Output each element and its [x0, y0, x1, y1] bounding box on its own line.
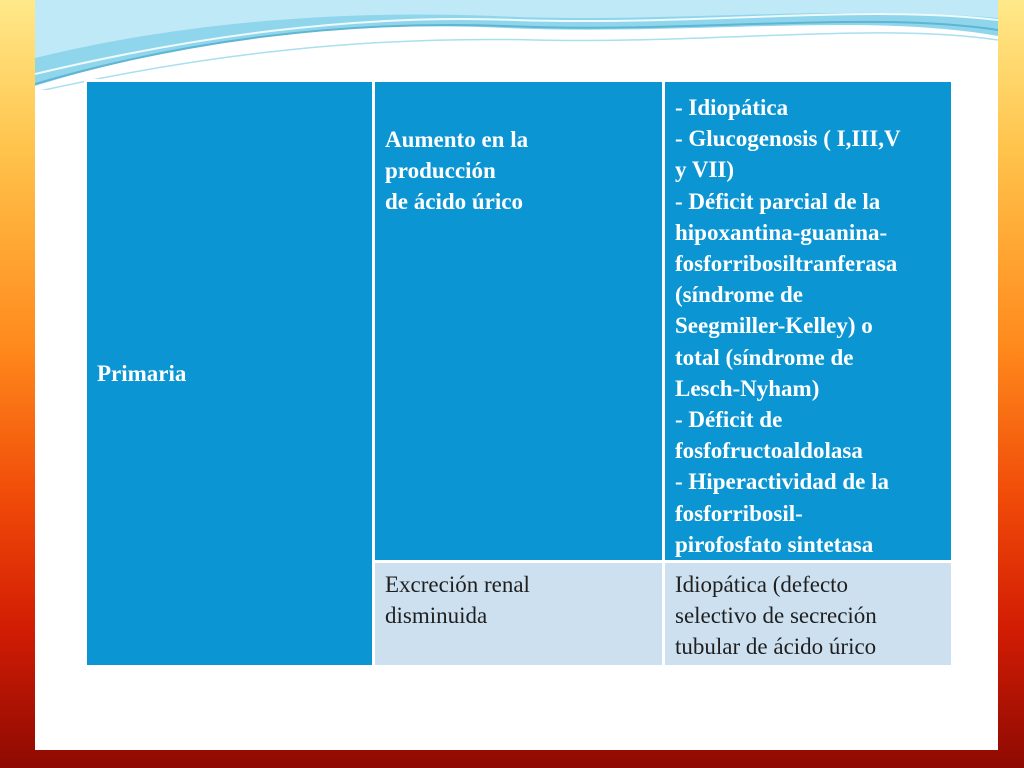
causes-list: Idiopática (defecto selectivo de secreción tubular de ácido úrico — [675, 572, 877, 660]
mechanism-cell — [374, 81, 664, 562]
causes-cell — [664, 562, 953, 667]
causes-list: - Idiopática - Glucogenosis ( I,III,V y VII) - Déficit parcial de la hipoxantina-guanina- fosforribosiltranferasa (síndrome de Seegmiller-Kelley) o total (síndrome de Lesch-Nyham) - Déficit de fosfofructoaldolasa - Hiperactividad de la fosforribosil- pirofosfato sintetasa — [675, 95, 901, 557]
wave-decoration — [35, 0, 998, 90]
mechanism-label: Aumento en la producción de ácido úrico — [385, 127, 529, 215]
category-cell — [86, 81, 374, 667]
mechanism-label: Excreción renal disminuida — [385, 572, 530, 629]
causes-cell — [664, 81, 953, 562]
mechanism-cell — [374, 562, 664, 667]
category-label: Primaria — [97, 360, 187, 386]
table-row — [86, 81, 953, 562]
slide — [35, 0, 998, 750]
hyperuricemia-table — [84, 79, 954, 668]
